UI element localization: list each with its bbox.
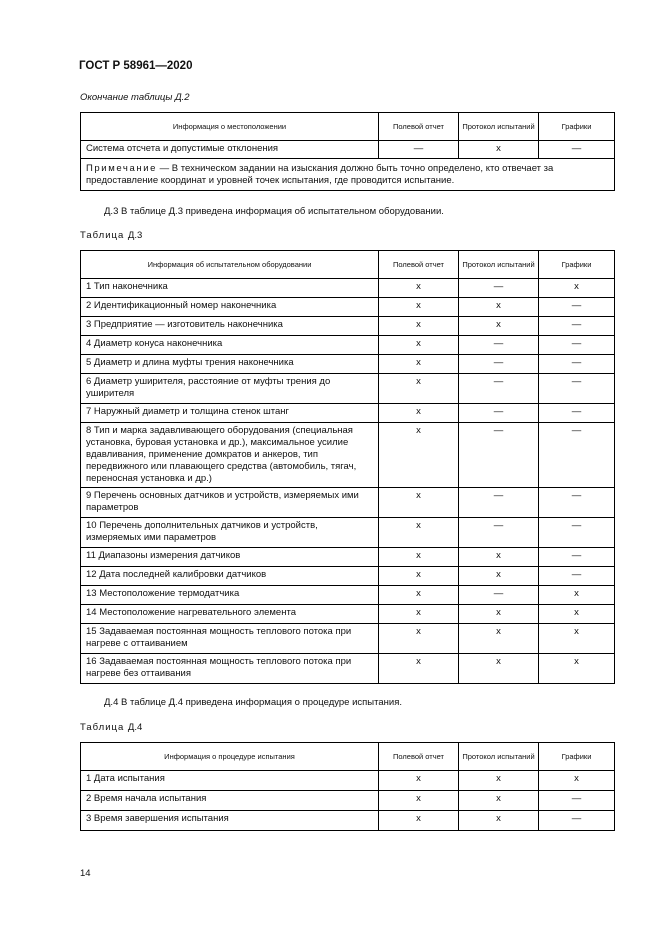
page-number: 14 [80,868,91,879]
protocol-cell: x [459,567,539,586]
protocol-cell: — [459,336,539,355]
row-label: 5 Диаметр и длина муфты трения наконечника [81,355,379,374]
graphs-cell: x [539,771,615,791]
graphs-cell: — [539,488,615,518]
field-report-cell: — [379,141,459,159]
table-row [81,404,615,423]
row-label: 16 Задаваемая постоянная мощность теплового потока при нагреве без оттаивания [81,654,379,684]
table-d2-caption: Окончание таблицы Д.2 [80,92,190,103]
table-row [81,624,615,654]
table-row [81,548,615,567]
field-report-cell: x [379,355,459,374]
protocol-cell: x [459,317,539,336]
table-d4-header [81,743,615,771]
note-label: Примечание [86,163,157,174]
caption-word: Таблица [80,230,125,241]
table-row [81,317,615,336]
graphs-cell: — [539,374,615,404]
field-report-cell: x [379,404,459,423]
protocol-cell: — [459,518,539,548]
field-report-cell: x [379,567,459,586]
field-report-cell: x [379,654,459,684]
graphs-cell: — [539,518,615,548]
field-report-cell: x [379,771,459,791]
protocol-cell: — [459,404,539,423]
table-d3-caption [80,230,142,241]
field-report-cell: x [379,317,459,336]
graphs-cell: — [539,355,615,374]
row-label: 2 Время начала испытания [81,791,379,811]
table-d2 [80,112,615,191]
protocol-cell: x [459,811,539,831]
table-row [81,279,615,298]
row-label: 2 Идентификационный номер наконечника [81,298,379,317]
table-row [81,374,615,404]
field-report-cell: x [379,336,459,355]
graphs-cell: — [539,141,615,159]
protocol-cell: x [459,141,539,159]
column-header: Графики [539,113,615,141]
row-label: 1 Дата испытания [81,771,379,791]
table-row [81,518,615,548]
row-label: 13 Местоположение термодатчика [81,586,379,605]
document-code: ГОСТ Р 58961—2020 [79,60,193,72]
graphs-cell: x [539,586,615,605]
column-header: Информация об испытательном оборудовании [81,251,379,279]
field-report-cell: x [379,586,459,605]
table-d4-caption [80,722,142,733]
row-label: 7 Наружный диаметр и толщина стенок штанг [81,404,379,423]
row-label: 14 Местоположение нагревательного элемента [81,605,379,624]
row-label: Система отсчета и допустимые отклонения [81,141,379,159]
table-row [81,771,615,791]
column-header: Полевой отчет [379,251,459,279]
row-label: 15 Задаваемая постоянная мощность теплового потока при нагреве с оттаиванием [81,624,379,654]
table-row [81,355,615,374]
caption-number: Д.4 [127,722,143,733]
graphs-cell: — [539,811,615,831]
graphs-cell: — [539,423,615,488]
protocol-cell: — [459,586,539,605]
protocol-cell: x [459,791,539,811]
caption-number: Д.3 [127,230,143,241]
graphs-cell: — [539,548,615,567]
field-report-cell: x [379,548,459,567]
field-report-cell: x [379,374,459,404]
graphs-cell: x [539,605,615,624]
table-d3-header [81,251,615,279]
column-header: Протокол испытаний [459,251,539,279]
column-header: Полевой отчет [379,113,459,141]
table-row [81,605,615,624]
column-header: Полевой отчет [379,743,459,771]
field-report-cell: x [379,791,459,811]
field-report-cell: x [379,279,459,298]
column-header: Графики [539,743,615,771]
graphs-cell: x [539,624,615,654]
table-row [81,567,615,586]
column-header: Информация о местоположении [81,113,379,141]
protocol-cell: — [459,279,539,298]
column-header: Протокол испытаний [459,113,539,141]
table-row [81,423,615,488]
row-label: 12 Дата последней калибровки датчиков [81,567,379,586]
table-row [81,488,615,518]
graphs-cell: — [539,317,615,336]
row-label: 9 Перечень основных датчиков и устройств, измеряемых ими параметров [81,488,379,518]
field-report-cell: x [379,298,459,317]
table-row [81,141,615,159]
table-row [81,654,615,684]
paragraph-d4: Д.4 В таблице Д.4 приведена информация о процедуре испытания. [104,697,402,708]
field-report-cell: x [379,423,459,488]
field-report-cell: x [379,518,459,548]
caption-word: Таблица [80,722,125,733]
protocol-cell: — [459,374,539,404]
graphs-cell: x [539,279,615,298]
graphs-cell: — [539,336,615,355]
field-report-cell: x [379,488,459,518]
row-label: 3 Предприятие — изготовитель наконечника [81,317,379,336]
field-report-cell: x [379,624,459,654]
protocol-cell: — [459,488,539,518]
protocol-cell: x [459,298,539,317]
protocol-cell: x [459,771,539,791]
row-label: 6 Диаметр уширителя, расстояние от муфты трения до уширителя [81,374,379,404]
column-header: Информация о процедуре испытания [81,743,379,771]
column-header: Графики [539,251,615,279]
row-label: 1 Тип наконечника [81,279,379,298]
graphs-cell: x [539,654,615,684]
paragraph-d3: Д.3 В таблице Д.3 приведена информация об испытательном оборудовании. [104,206,444,217]
table-note [81,159,615,191]
protocol-cell: x [459,548,539,567]
table-d2-header [81,113,615,141]
graphs-cell: — [539,404,615,423]
row-label: 11 Диапазоны измерения датчиков [81,548,379,567]
protocol-cell: x [459,624,539,654]
field-report-cell: x [379,605,459,624]
row-label: 10 Перечень дополнительных датчиков и устройств, измеряемых ими параметров [81,518,379,548]
table-row [81,811,615,831]
graphs-cell: — [539,567,615,586]
protocol-cell: — [459,355,539,374]
note-text: — В техническом задании на изыскания должно быть точно определено, кто отвечает за предоставление координат и уровней точек испытания, где проводится испытание. [86,163,554,186]
graphs-cell: — [539,298,615,317]
column-header: Протокол испытаний [459,743,539,771]
table-row [81,791,615,811]
protocol-cell: x [459,605,539,624]
field-report-cell: x [379,811,459,831]
table-d3 [80,250,615,684]
protocol-cell: — [459,423,539,488]
table-note-row [81,159,615,191]
row-label: 4 Диаметр конуса наконечника [81,336,379,355]
table-row [81,298,615,317]
table-d4 [80,742,615,831]
table-row [81,336,615,355]
row-label: 8 Тип и марка задавливающего оборудования (специальная установка, буровая установка и др.), максимальное усилие вдавливания, применение домкратов и анкеров, тип передвижного или плавающего средства (автомобиль, тягач, переносная установка и др.) [81,423,379,488]
row-label: 3 Время завершения испытания [81,811,379,831]
protocol-cell: x [459,654,539,684]
graphs-cell: — [539,791,615,811]
table-row [81,586,615,605]
